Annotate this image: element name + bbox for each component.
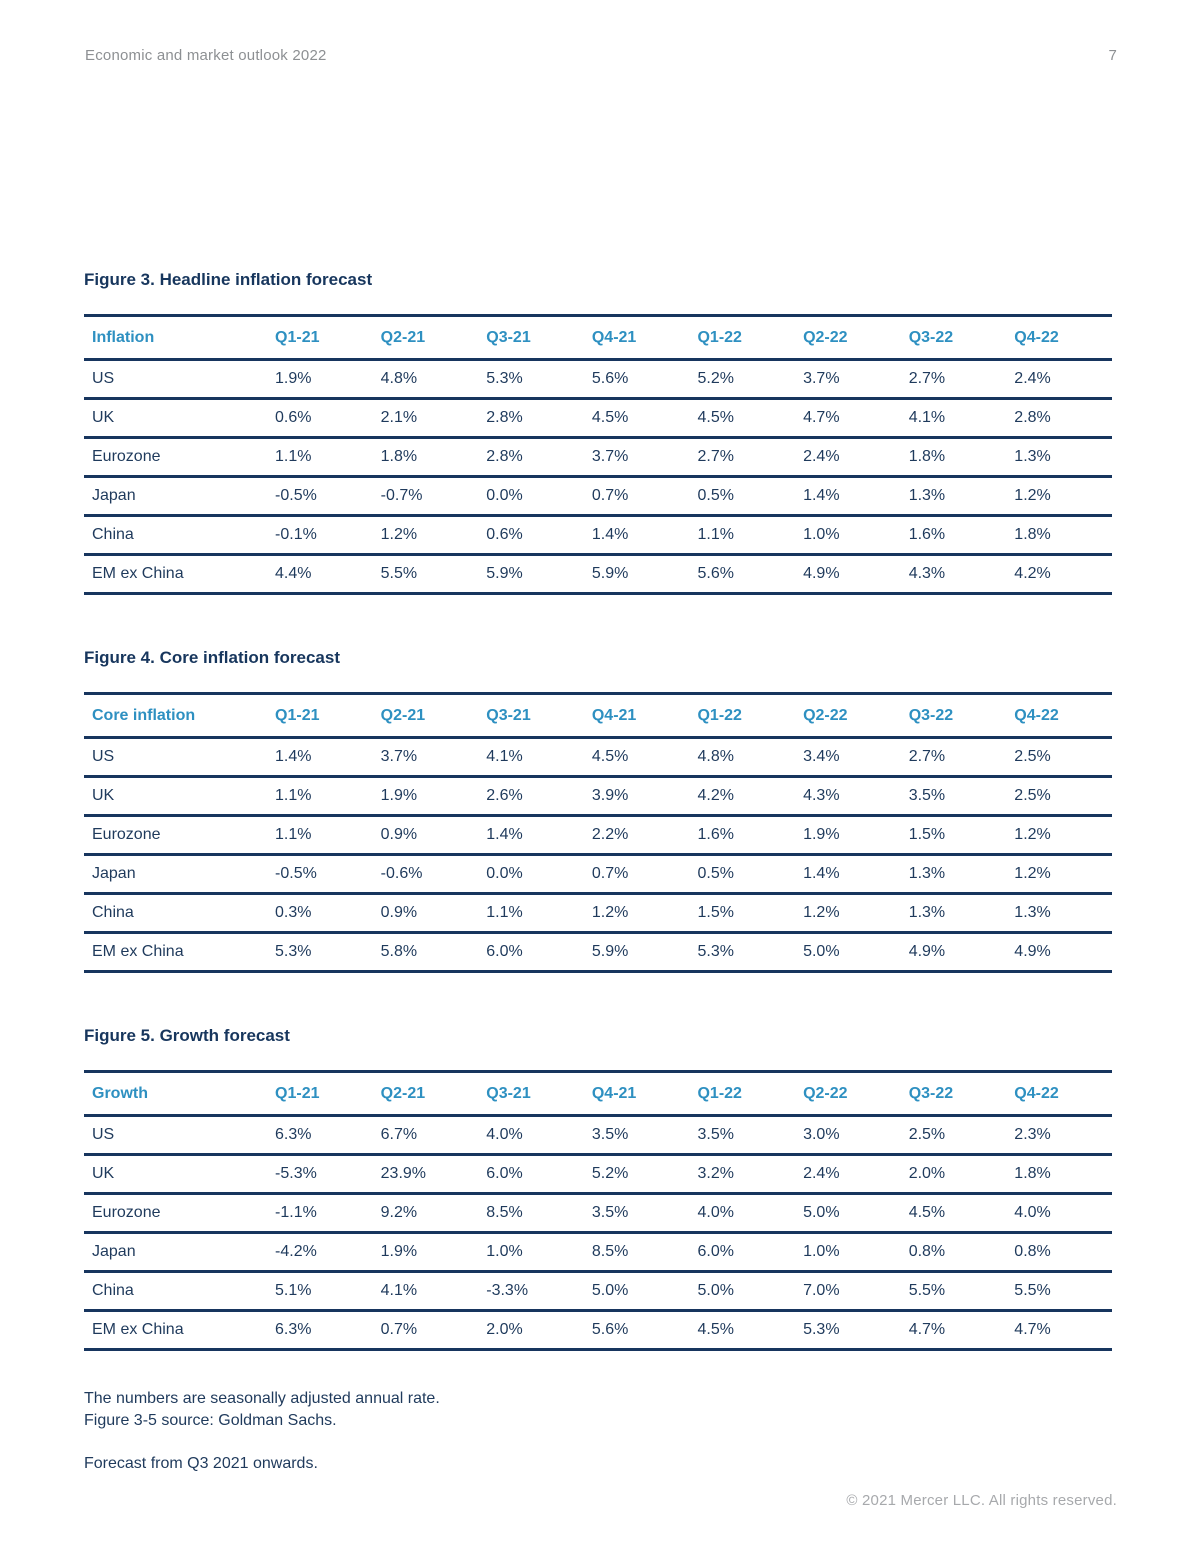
column-header: Q3-22 <box>908 328 954 346</box>
value-cell: 5.5% <box>380 565 418 582</box>
value-cell: 1.1% <box>275 826 312 843</box>
value-cell: 2.6% <box>486 787 523 804</box>
value-cell: 2.1% <box>380 409 418 426</box>
value-cell: 1.4% <box>486 826 523 843</box>
value-cell: 2.4% <box>803 1165 840 1182</box>
column-header: Q2-21 <box>380 328 426 346</box>
value-cell: 0.6% <box>275 409 312 426</box>
column-header: Q2-22 <box>803 706 848 724</box>
value-cell: 5.2% <box>697 370 734 387</box>
value-cell: -0.6% <box>380 865 423 882</box>
value-cell: 4.3% <box>803 787 840 804</box>
value-cell: 7.0% <box>803 1282 840 1299</box>
value-cell: 9.2% <box>380 1204 418 1221</box>
figure-5-section <box>84 1026 1112 1351</box>
value-cell: 3.7% <box>380 748 418 765</box>
value-cell: 5.0% <box>697 1282 734 1299</box>
value-cell: 6.3% <box>275 1321 312 1338</box>
value-cell: 1.0% <box>803 1243 840 1260</box>
value-cell: 0.8% <box>908 1243 946 1260</box>
value-cell: 3.7% <box>803 370 840 387</box>
value-cell: -5.3% <box>275 1165 317 1182</box>
value-cell: 2.5% <box>908 1126 946 1143</box>
row-label: Eurozone <box>92 448 161 465</box>
value-cell: 5.8% <box>380 943 418 960</box>
row-label: US <box>92 370 115 387</box>
value-cell: 2.8% <box>1014 409 1051 426</box>
value-cell: 6.0% <box>486 943 523 960</box>
row-label: China <box>92 1282 134 1299</box>
value-cell: 4.8% <box>697 748 734 765</box>
document-title: Economic and market outlook 2022 <box>85 47 327 64</box>
value-cell: 3.5% <box>591 1126 629 1143</box>
table-row <box>84 360 1112 399</box>
value-cell: 5.0% <box>803 1204 840 1221</box>
value-cell: 1.6% <box>697 826 734 843</box>
header-row <box>84 316 1112 360</box>
core-inflation-table <box>84 692 1112 973</box>
value-cell: 2.7% <box>908 748 946 765</box>
value-cell: 1.5% <box>697 904 734 921</box>
value-cell: 4.7% <box>908 1321 946 1338</box>
value-cell: -0.1% <box>275 526 317 543</box>
column-header: Q4-22 <box>1014 706 1059 724</box>
value-cell: 3.2% <box>697 1165 734 1182</box>
value-cell: 4.1% <box>908 409 946 426</box>
value-cell: 0.9% <box>380 904 418 921</box>
value-cell: 1.2% <box>1014 826 1051 843</box>
value-cell: 4.1% <box>486 748 523 765</box>
value-cell: 8.5% <box>591 1243 629 1260</box>
table-row <box>84 777 1112 816</box>
row-label: Eurozone <box>92 826 161 843</box>
value-cell: 1.3% <box>1014 448 1051 465</box>
value-cell: 6.7% <box>380 1126 418 1143</box>
row-label: EM ex China <box>92 565 184 582</box>
figure-4-section <box>84 648 1112 973</box>
value-cell: 1.9% <box>275 370 312 387</box>
value-cell: -0.5% <box>275 865 317 882</box>
growth-table <box>84 1070 1112 1351</box>
value-cell: 1.4% <box>803 865 840 882</box>
column-header: Q2-21 <box>380 1084 426 1102</box>
value-cell: 1.4% <box>275 748 312 765</box>
value-cell: 5.6% <box>697 565 734 582</box>
value-cell: 2.4% <box>803 448 840 465</box>
value-cell: 4.5% <box>697 1321 734 1338</box>
row-label: UK <box>92 1165 115 1182</box>
value-cell: 8.5% <box>486 1204 523 1221</box>
table-row <box>84 555 1112 594</box>
value-cell: 1.5% <box>908 826 946 843</box>
value-cell: 1.8% <box>908 448 946 465</box>
value-cell: 5.6% <box>591 370 629 387</box>
column-header: Q1-21 <box>275 1084 320 1102</box>
value-cell: 1.2% <box>380 526 418 543</box>
value-cell: 1.1% <box>275 448 312 465</box>
value-cell: 5.3% <box>803 1321 840 1338</box>
row-label: UK <box>92 787 115 804</box>
value-cell: 1.9% <box>803 826 840 843</box>
value-cell: 23.9% <box>380 1165 427 1182</box>
column-header: Q2-21 <box>380 706 426 724</box>
value-cell: 5.5% <box>908 1282 946 1299</box>
value-cell: -0.5% <box>275 487 317 504</box>
value-cell: 1.6% <box>908 526 946 543</box>
value-cell: 1.0% <box>803 526 840 543</box>
row-label: Eurozone <box>92 1204 161 1221</box>
value-cell: 4.8% <box>380 370 418 387</box>
value-cell: 1.2% <box>591 904 629 921</box>
header-row <box>84 694 1112 738</box>
value-cell: 4.0% <box>697 1204 734 1221</box>
value-cell: 4.5% <box>591 409 629 426</box>
value-cell: 4.7% <box>1014 1321 1051 1338</box>
value-cell: 5.3% <box>275 943 312 960</box>
value-cell: 3.0% <box>803 1126 840 1143</box>
value-cell: 1.4% <box>803 487 840 504</box>
row-label: Japan <box>92 487 136 504</box>
figure-3-section <box>84 270 1112 595</box>
value-cell: 1.2% <box>1014 487 1051 504</box>
value-cell: 1.2% <box>1014 865 1051 882</box>
value-cell: 2.4% <box>1014 370 1051 387</box>
value-cell: 0.9% <box>380 826 418 843</box>
value-cell: 4.4% <box>275 565 312 582</box>
table-row <box>84 816 1112 855</box>
value-cell: 4.5% <box>908 1204 946 1221</box>
table-row <box>84 738 1112 777</box>
value-cell: 1.0% <box>486 1243 523 1260</box>
value-cell: 4.0% <box>1014 1204 1051 1221</box>
value-cell: 5.3% <box>486 370 523 387</box>
headline-inflation-table <box>84 314 1112 595</box>
value-cell: 0.5% <box>697 487 734 504</box>
row-label: China <box>92 526 134 543</box>
value-cell: 5.0% <box>591 1282 629 1299</box>
page-header <box>85 47 1117 64</box>
column-header: Q3-21 <box>486 706 531 724</box>
row-label: US <box>92 1126 115 1143</box>
row-label: US <box>92 748 115 765</box>
value-cell: 0.0% <box>486 487 523 504</box>
footnotes <box>84 1388 1112 1475</box>
value-cell: 1.1% <box>275 787 312 804</box>
value-cell: 4.2% <box>697 787 734 804</box>
value-cell: -0.7% <box>380 487 423 504</box>
value-cell: 0.7% <box>591 865 629 882</box>
value-cell: 3.7% <box>591 448 629 465</box>
value-cell: 4.9% <box>908 943 946 960</box>
footnote-line: The numbers are seasonally adjusted annual rate. <box>84 1390 440 1407</box>
value-cell: 3.9% <box>591 787 629 804</box>
column-header: Q4-22 <box>1014 1084 1059 1102</box>
page-number: 7 <box>1108 47 1117 64</box>
column-header: Q4-21 <box>591 328 637 346</box>
table-row <box>84 933 1112 972</box>
value-cell: 2.5% <box>1014 787 1051 804</box>
column-header: Q3-21 <box>486 1084 531 1102</box>
value-cell: 2.5% <box>1014 748 1051 765</box>
value-cell: 5.5% <box>1014 1282 1051 1299</box>
value-cell: 1.3% <box>908 904 946 921</box>
value-cell: 0.7% <box>591 487 629 504</box>
table-row <box>84 399 1112 438</box>
column-header: Q1-22 <box>697 1084 742 1102</box>
value-cell: 4.3% <box>908 565 946 582</box>
table-row <box>84 516 1112 555</box>
value-cell: 0.5% <box>697 865 734 882</box>
value-cell: 4.5% <box>591 748 629 765</box>
value-cell: 4.9% <box>803 565 840 582</box>
column-header: Q2-22 <box>803 328 848 346</box>
table-row <box>84 477 1112 516</box>
row-label: EM ex China <box>92 943 184 960</box>
row-label: Japan <box>92 865 136 882</box>
table-row <box>84 1116 1112 1155</box>
table-row <box>84 855 1112 894</box>
value-cell: 3.4% <box>803 748 840 765</box>
value-cell: 1.4% <box>591 526 629 543</box>
row-label: EM ex China <box>92 1321 184 1338</box>
value-cell: 3.5% <box>908 787 946 804</box>
value-cell: 1.3% <box>908 865 946 882</box>
figure-4-title: Figure 4. Core inflation forecast <box>84 648 340 667</box>
value-cell: 3.5% <box>697 1126 734 1143</box>
column-header: Q2-22 <box>803 1084 848 1102</box>
value-cell: 5.3% <box>697 943 734 960</box>
value-cell: 4.0% <box>486 1126 523 1143</box>
value-cell: 2.2% <box>591 826 629 843</box>
value-cell: 4.5% <box>697 409 734 426</box>
footnote-line: Figure 3-5 source: Goldman Sachs. <box>84 1412 337 1429</box>
value-cell: 4.9% <box>1014 943 1051 960</box>
page-content <box>84 270 1112 1475</box>
value-cell: 5.0% <box>803 943 840 960</box>
value-cell: 1.3% <box>908 487 946 504</box>
value-cell: 5.2% <box>591 1165 629 1182</box>
column-header: Q4-21 <box>591 1084 637 1102</box>
row-label: UK <box>92 409 115 426</box>
figure-3-title: Figure 3. Headline inflation forecast <box>84 270 373 289</box>
column-header: Q4-22 <box>1014 328 1059 346</box>
value-cell: 1.9% <box>380 787 418 804</box>
value-cell: 4.2% <box>1014 565 1051 582</box>
value-cell: 5.1% <box>275 1282 312 1299</box>
table-row <box>84 1233 1112 1272</box>
value-cell: 6.0% <box>697 1243 734 1260</box>
value-cell: 1.9% <box>380 1243 418 1260</box>
value-cell: 1.8% <box>380 448 418 465</box>
table-row <box>84 894 1112 933</box>
table-header-label: Growth <box>92 1084 148 1102</box>
header-row <box>84 1072 1112 1116</box>
value-cell: 6.3% <box>275 1126 312 1143</box>
value-cell: 6.0% <box>486 1165 523 1182</box>
table-row <box>84 1311 1112 1350</box>
value-cell: 1.2% <box>803 904 840 921</box>
value-cell: 5.9% <box>591 565 629 582</box>
value-cell: 1.8% <box>1014 1165 1051 1182</box>
value-cell: 5.9% <box>486 565 523 582</box>
value-cell: 4.1% <box>380 1282 418 1299</box>
value-cell: -1.1% <box>275 1204 317 1221</box>
column-header: Q1-21 <box>275 328 320 346</box>
column-header: Q1-22 <box>697 328 742 346</box>
value-cell: 1.8% <box>1014 526 1051 543</box>
row-label: Japan <box>92 1243 136 1260</box>
value-cell: 0.0% <box>486 865 523 882</box>
column-header: Q3-22 <box>908 706 954 724</box>
value-cell: 0.8% <box>1014 1243 1051 1260</box>
table-row <box>84 1272 1112 1311</box>
row-label: China <box>92 904 134 921</box>
copyright-notice: © 2021 Mercer LLC. All rights reserved. <box>846 1492 1117 1509</box>
value-cell: 0.7% <box>380 1321 418 1338</box>
figure-5-title: Figure 5. Growth forecast <box>84 1026 290 1045</box>
table-header-label: Core inflation <box>92 706 196 724</box>
value-cell: 0.6% <box>486 526 523 543</box>
value-cell: 1.1% <box>486 904 523 921</box>
value-cell: 2.3% <box>1014 1126 1051 1143</box>
table-row <box>84 1194 1112 1233</box>
value-cell: 5.9% <box>591 943 629 960</box>
value-cell: -3.3% <box>486 1282 529 1299</box>
value-cell: 2.0% <box>908 1165 946 1182</box>
value-cell: 0.3% <box>275 904 312 921</box>
value-cell: 1.3% <box>1014 904 1051 921</box>
value-cell: 2.7% <box>697 448 734 465</box>
column-header: Q1-22 <box>697 706 742 724</box>
column-header: Q1-21 <box>275 706 320 724</box>
value-cell: 2.7% <box>908 370 946 387</box>
footnote-line: Forecast from Q3 2021 onwards. <box>84 1455 318 1472</box>
column-header: Q3-21 <box>486 328 531 346</box>
value-cell: 4.7% <box>803 409 840 426</box>
value-cell: 2.8% <box>486 409 523 426</box>
value-cell: 3.5% <box>591 1204 629 1221</box>
value-cell: 5.6% <box>591 1321 629 1338</box>
value-cell: 2.8% <box>486 448 523 465</box>
value-cell: 1.1% <box>697 526 734 543</box>
table-row <box>84 1155 1112 1194</box>
column-header: Q4-21 <box>591 706 637 724</box>
value-cell: 2.0% <box>486 1321 523 1338</box>
table-row <box>84 438 1112 477</box>
column-header: Q3-22 <box>908 1084 954 1102</box>
table-header-label: Inflation <box>92 328 155 346</box>
value-cell: -4.2% <box>275 1243 317 1260</box>
